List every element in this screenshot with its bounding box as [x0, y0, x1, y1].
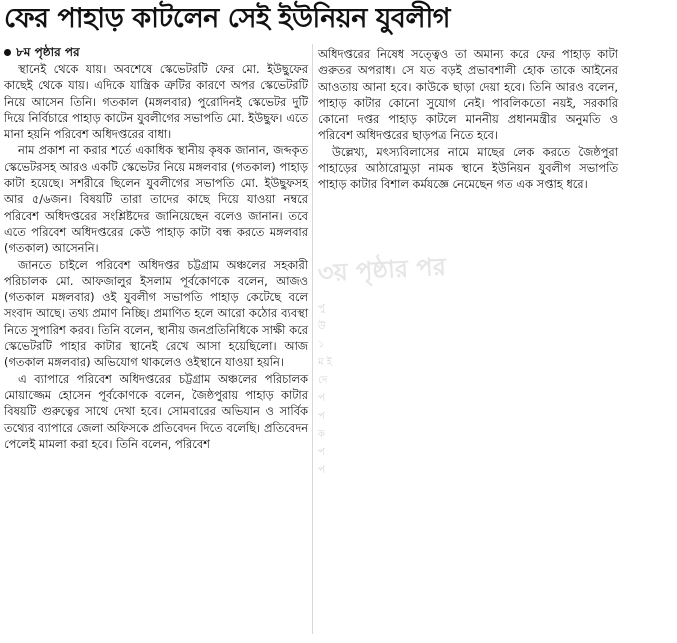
paragraph: উল্লেখ্য, মৎস্যবিলাসের নামে মাছের লেক করতে জৈষ্ঠপুরা পাহাড়ের আঠারোমুড়া নামক স্থানে ইউনিয়ন যুবলীগ সভাপতি পাহাড় কাটার বিশাল কর্মযজ্ঞে নেমেছেন গত এক সপ্তাহ ধরে। — [318, 144, 618, 192]
column-divider — [312, 44, 313, 634]
bullet-icon — [4, 49, 11, 56]
paragraph: নাম প্রকাশ না করার শর্তে একাধিক স্থানীয় কৃষক জানান, জব্দকৃত স্কেভেটরসহ আরও একটি স্কেভেটর নিয়ে মঙ্গলবার (গতকাল) পাহাড় কাটা হয়েছে। সশরীরে ছিলেন যুবলীগের সভাপতি মো. ইউছুফসহ আর ৫/৬জন। বিষয়টি তারা তাদের কাছে দিয়ে যাওয়া নম্বরে পরিবেশ অধিদপ্তরের সংশ্লিষ্টদের জানিয়েছেন বলেও জানান। তবে এতে পরিবেশ অধিদপ্তরের কেউ পাহাড় কাটা বন্ধ করতে মঙ্গলবার (গতকাল) আসেননি। — [4, 143, 308, 256]
paragraph: এ ব্যাপারে পরিবেশ অধিদপ্তরের চট্টগ্রাম অঞ্চলের পরিচালক মোয়াজ্জেম হোসেন পূর্বকোণকে বলেন, জৈষ্ঠপুরায় পাহাড় কাটার বিষয়টি গুরুত্বের সাথে দেখা হবে। সোমবারের অভিযান ও সার্বিক তথ্যের ব্যাপারে জেলা অফিসকে প্রতিবেদন দিতে বলেছি। প্রতিবেদন পেলেই মামলা করা হবে। তিনি বলেন, পরিবেশ — [4, 371, 308, 451]
continued-marker — [4, 44, 308, 60]
bleed-through-column: পু উ ১ ম ই দে প প ক প প — [318, 303, 332, 476]
paragraph: জানতে চাইলে পরিবেশ অধিদপ্তর চট্টগ্রাম অঞ্চলের সহকারী পরিচালক মো. আফজালুর ইসলাম পূর্বকোণকে বলেন, আজও (গতকাল মঙ্গলবার) ওই যুবলীগ সভাপতি পাহাড় কেটেছে বলে সংবাদ আছে। তথ্য প্রমাণ নিচ্ছি। প্রমাণিত হলে আরো কঠোর ব্যবস্থা নিতে সুপারিশ করব। তিনি বলেন, স্থানীয় জনপ্রতিনিধিকে সাক্ষী করে স্কেভেটরটি পাহার কাটার স্থানেই রেখে আসা হয়েছিলো। আজ (গতকাল মঙ্গলবার) অভিযোগ থাকলেও ওইস্থানে যাওয়া হয়নি। — [4, 257, 308, 370]
right-column — [318, 46, 618, 193]
left-column — [4, 44, 308, 452]
headline: ফের পাহাড় কাটলেন সেই ইউনিয়ন যুবলীগ — [4, 3, 450, 34]
paragraph: অধিদপ্তরের নিষেধ সত্ত্বেও তা অমান্য করে ফের পাহাড় কাটা গুরুতর অপরাধ। সে যত বড়ই প্রভাবশালী হোক তাকে আইনের আওতায় আনা হবে। কাউকে ছাড়া দেয়া হবে। তিনি আরও বলেন, পাহাড় কাটার কোনো সুযোগ নেই। পাবলিকতো নয়ই, সরকারি কোনো দপ্তর পাহাড় কাটলে মাননীয় প্রধানমন্ত্রীর অনুমতি ও পরিবেশ অধিদপ্তরের ছাড়পত্র নিতে হবে। — [318, 47, 618, 143]
paragraph: স্থানেই থেকে যায়। অবশেষে স্কেভেটরটি ফের মো. ইউছুফের কাছেই থেকে যায়। এদিকে যান্ত্রিক ত্রুটির কারণে অপর স্কেভেটরটি নিয়ে আসেন তিনি। গতকাল (মঙ্গলবার) পুরোদিনই স্কেভেটর দুটি দিয়ে নির্বিচারে পাহাড় কাটেন যুবলীগের সভাপতি মো. ইউছুফ। এতে মানা হয়নি পরিবেশ অধিদপ্তরের বাধা। — [4, 62, 308, 142]
bleed-through-text: ৩য় পৃষ্ঠার পর — [317, 252, 447, 288]
continued-label: ৮ম পৃষ্ঠার পর — [16, 45, 80, 59]
